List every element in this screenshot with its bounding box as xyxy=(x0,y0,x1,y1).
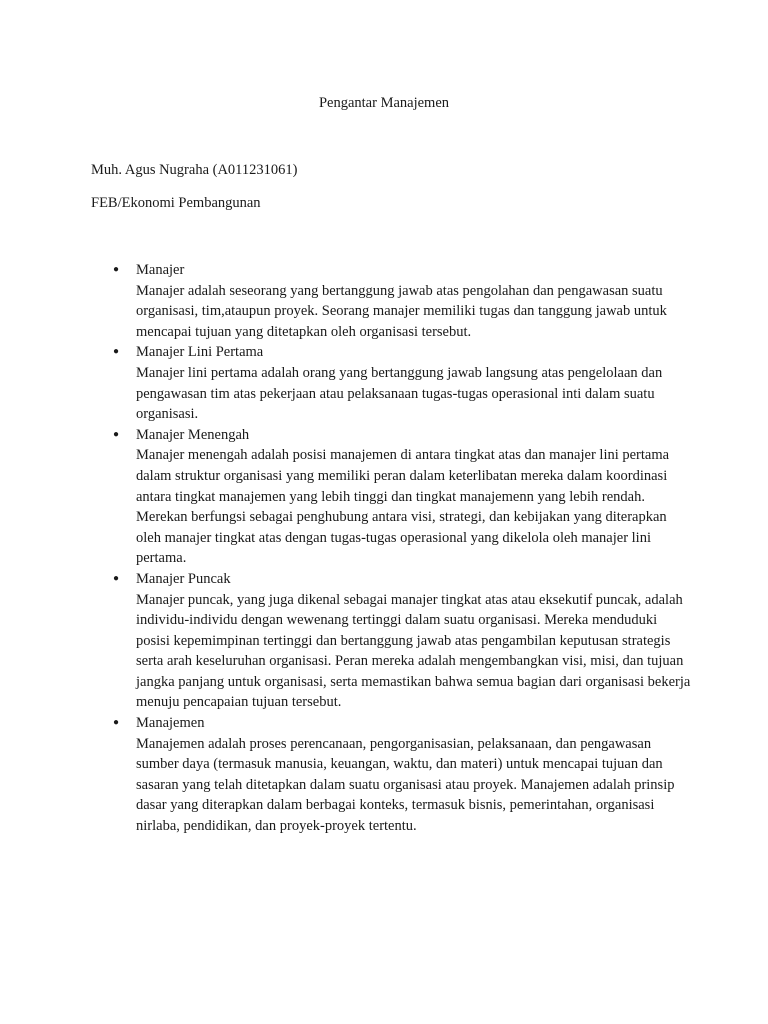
item-body: Manajemen adalah proses perencanaan, pengorganisasian, pelaksanaan, dan pengawasan sumber daya (termasuk manusia, keuangan, waktu, dan materi) untuk mencapai tujuan dan sasaran yang telah ditetapkan dalam suatu organisasi atau proyek. Manajemen adalah prinsip dasar yang diterapkan dalam berbagai konteks, termasuk bisnis, pemerintahan, organisasi nirlaba, pendidikan, dan proyek-proyek tertentu. xyxy=(136,735,675,835)
page-title: Pengantar Manajemen xyxy=(318,95,450,111)
list-item xyxy=(91,342,691,424)
item-title: Manajer Menengah xyxy=(136,426,250,443)
bullet-icon: ● xyxy=(113,572,120,584)
bullet-icon: ● xyxy=(113,264,120,275)
item-title: Manajer xyxy=(136,262,185,278)
author-line: Muh. Agus Nugraha (A011231061) xyxy=(91,162,298,178)
item-body: Manajer puncak, yang juga dikenal sebagai manajer tingkat atas atau eksekutif puncak, adalah individu-individu dengan wewenang tertinggi dalam suatu organisasi. Mereka menduduki posisi kepemimpinan tertinggi dan bertanggung jawab atas pengambilan keputusan strategis serta arah keseluruhan organisasi. Peran mereka adalah mengembangkan visi, misi, dan tujuan jangka panjang untuk organisasi, serta memastikan bahwa semua bagian dari organisasi bekerja menuju pencapaian tujuan tersebut. xyxy=(136,591,691,711)
item-title: Manajemen xyxy=(136,715,205,732)
list-item xyxy=(91,260,691,342)
list-item xyxy=(91,569,691,713)
bullet-icon: ● xyxy=(113,428,120,440)
bullet-icon: ● xyxy=(113,717,120,729)
item-body: Manajer adalah seseorang yang bertanggung jawab atas pengolahan dan pengawasan suatu organisasi, tim,ataupun proyek. Seorang manajer memiliki tugas dan tanggung jawab untuk mencapai tujuan yang ditetapkan oleh organisasi tersebut. xyxy=(136,282,667,340)
item-body: Manajer lini pertama adalah orang yang bertanggung jawab langsung atas pengelolaan dan pengawasan tim atas pekerjaan atau pelaksanaan tugas-tugas operasional inti dalam suatu organisasi. xyxy=(136,364,663,423)
item-title: Manajer Puncak xyxy=(136,570,231,587)
bullet-icon: ● xyxy=(113,346,120,358)
definition-list xyxy=(91,260,691,837)
faculty-line: FEB/Ekonomi Pembangunan xyxy=(91,195,261,211)
item-title: Manajer Lini Pertama xyxy=(136,344,264,361)
item-body: Manajer menengah adalah posisi manajemen di antara tingkat atas dan manajer lini pertama dalam struktur organisasi yang memiliki peran dalam keterlibatan mereka dalam koordinasi antara tingkat manajemen yang lebih tinggi dan tingkat manajemenn yang lebih rendah. Merekan berfungsi sebagai penghubung antara visi, strategi, dan kebijakan yang diterapkan oleh manajer tingkat atas dengan tugas-tugas operasional yang dikelola oleh manajer lini pertama. xyxy=(136,447,670,567)
list-item xyxy=(91,425,691,569)
list-item xyxy=(91,713,691,837)
